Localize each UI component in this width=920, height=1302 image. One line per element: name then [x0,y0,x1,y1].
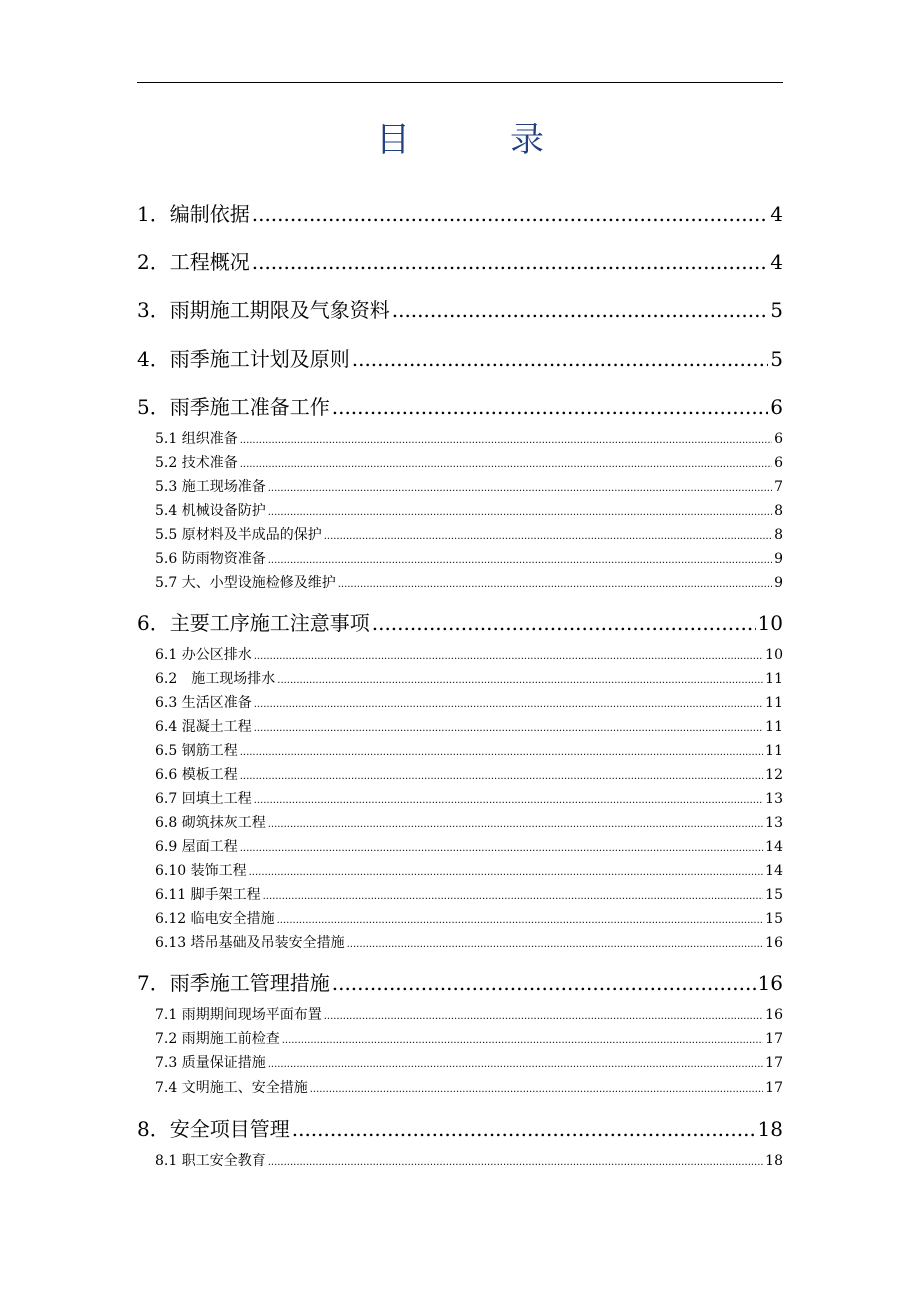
toc-entry-label: 6.5 钢筋工程 [155,743,238,759]
toc-entry-label: 6．主要工序施工注意事项 [137,611,370,635]
toc-page-number: 13 [765,815,783,831]
toc-page-number: 10 [765,647,783,663]
toc-entry-label: 6.2 施工现场排水 [155,671,276,687]
toc-entry-label: 5.5 原材料及半成品的保护 [155,527,322,543]
toc-section-entry[interactable] [155,764,783,784]
toc-section-entry[interactable] [155,1052,783,1072]
toc-entry-label: 1．编制依据 [137,202,250,226]
toc-section-entry[interactable] [155,716,783,736]
toc-section-entry[interactable] [155,908,783,928]
toc-page-number: 13 [765,791,783,807]
toc-chapter-entry[interactable] [137,607,783,636]
toc-entry-label: 5.2 技术准备 [155,455,238,471]
toc-entry-label: 8.1 职工安全教育 [155,1153,266,1169]
toc-page-number: 11 [765,743,783,759]
toc-section-entry[interactable] [155,452,783,472]
toc-leader-dots [240,747,763,758]
toc-page-number: 11 [765,695,783,711]
toc-page-number: 10 [757,611,783,635]
toc-entry-label: 5.1 组织准备 [155,431,238,447]
toc-entry-label: 6.6 模板工程 [155,767,238,783]
toc-section-entry[interactable] [155,788,783,808]
toc-leader-dots [277,915,764,926]
toc-page-number: 11 [765,671,783,687]
toc-entry-label: 5.7 大、小型设施检修及维护 [155,575,336,591]
toc-leader-dots [240,771,763,782]
toc-leader-dots [240,435,772,446]
toc-section-entry[interactable] [155,572,783,592]
toc-entry-label: 5．雨季施工准备工作 [137,395,330,419]
toc-entry-label: 7.2 雨期施工前检查 [155,1031,280,1047]
toc-page-number: 15 [765,887,783,903]
toc-section-entry[interactable] [155,428,783,448]
toc-leader-dots [263,891,764,902]
toc-leader-dots [254,651,763,662]
toc-page-number: 9 [774,575,783,591]
toc-chapter-entry[interactable] [137,246,783,275]
toc-page-number: 18 [757,1117,783,1141]
toc-entry-label: 4．雨季施工计划及原则 [137,347,350,371]
toc-section-entry[interactable] [155,1150,783,1170]
toc-leader-dots [392,298,769,322]
toc-entry-label: 6.12 临电安全措施 [155,911,275,927]
page-title [137,112,783,161]
toc-leader-dots [324,1011,763,1022]
title-char-2: 录 [510,120,544,160]
toc-section-entry[interactable] [155,548,783,568]
toc-leader-dots [268,483,772,494]
toc-entry-label: 2．工程概况 [137,250,250,274]
toc-page-number: 14 [765,863,783,879]
toc-leader-dots [268,1157,763,1168]
toc-page-number: 16 [765,935,783,951]
toc-leader-dots [252,250,769,274]
toc-section-entry[interactable] [155,740,783,760]
toc-page-number: 4 [770,202,783,226]
toc-page-number: 12 [765,767,783,783]
toc-chapter-entry[interactable] [137,343,783,372]
toc-section-entry[interactable] [155,692,783,712]
toc-leader-dots [332,395,769,419]
toc-chapter-entry[interactable] [137,294,783,323]
toc-leader-dots [252,202,769,226]
toc-entry-label: 5.6 防雨物资准备 [155,551,266,567]
toc-entry-label: 6.4 混凝土工程 [155,719,252,735]
toc-chapter-entry[interactable] [137,391,783,420]
toc-leader-dots [240,843,763,854]
toc-entry-label: 7.4 文明施工、安全措施 [155,1080,308,1096]
toc-chapter-entry[interactable] [137,967,783,996]
toc-section-entry[interactable] [155,524,783,544]
toc-entry-label: 5.4 机械设备防护 [155,503,266,519]
toc-chapter-entry[interactable] [137,198,783,227]
toc-page-number: 6 [770,395,783,419]
toc-page-number: 17 [765,1031,783,1047]
toc-section-entry[interactable] [155,668,783,688]
toc-entry-label: 6.1 办公区排水 [155,647,252,663]
toc-page-number: 15 [765,911,783,927]
toc-section-entry[interactable] [155,1004,783,1024]
header-rule [137,82,783,83]
toc-page-number: 6 [774,455,783,471]
toc-page-number: 5 [770,347,783,371]
title-char-1: 目 [376,120,410,160]
toc-entry-label: 6.10 装饰工程 [155,863,247,879]
toc-leader-dots [338,579,772,590]
toc-entry-label: 7.1 雨期期间现场平面布置 [155,1007,322,1023]
toc-leader-dots [254,795,763,806]
toc-section-entry[interactable] [155,1028,783,1048]
toc-leader-dots [249,867,764,878]
toc-page-number: 17 [765,1080,783,1096]
toc-section-entry[interactable] [155,884,783,904]
toc-entry-label: 6.11 脚手架工程 [155,887,261,903]
toc-section-entry[interactable] [155,476,783,496]
toc-leader-dots [292,1117,756,1141]
toc-chapter-entry[interactable] [137,1113,783,1142]
toc-entry-label: 6.9 屋面工程 [155,839,238,855]
toc-section-entry[interactable] [155,932,783,952]
toc-entry-label: 6.3 生活区准备 [155,695,252,711]
toc-leader-dots [268,819,763,830]
toc-page-number: 11 [765,719,783,735]
toc-page-number: 4 [770,250,783,274]
toc-page-number: 8 [774,503,783,519]
toc-leader-dots [310,1084,763,1095]
toc-page-number: 8 [774,527,783,543]
toc-section-entry[interactable] [155,812,783,832]
toc-section-entry[interactable] [155,500,783,520]
toc-leader-dots [372,611,756,635]
toc-leader-dots [282,1035,763,1046]
toc-page-number: 6 [774,431,783,447]
toc-leader-dots [254,723,763,734]
toc-page-number: 16 [757,971,783,995]
toc-entry-label: 6.13 塔吊基础及吊装安全措施 [155,935,345,951]
toc-leader-dots [254,699,763,710]
toc-entry-label: 7．雨季施工管理措施 [137,971,330,995]
toc-page-number: 9 [774,551,783,567]
toc-leader-dots [347,939,764,950]
toc-section-entry[interactable] [155,644,783,664]
toc-page-number: 16 [765,1007,783,1023]
toc-leader-dots [268,507,772,518]
toc-section-entry[interactable] [155,1077,783,1097]
toc-leader-dots [240,459,772,470]
toc-page-number: 18 [765,1153,783,1169]
toc-entry-label: 6.8 砌筑抹灰工程 [155,815,266,831]
toc-page-number: 14 [765,839,783,855]
toc-leader-dots [332,971,756,995]
toc-page-number: 7 [774,479,783,495]
toc-entry-label: 7.3 质量保证措施 [155,1055,266,1071]
toc-leader-dots [352,347,769,371]
toc-page-number: 5 [770,298,783,322]
toc-entry-label: 5.3 施工现场准备 [155,479,266,495]
toc-section-entry[interactable] [155,836,783,856]
toc-leader-dots [277,675,763,686]
toc-leader-dots [268,555,772,566]
toc-leader-dots [324,531,772,542]
toc-leader-dots [268,1059,763,1070]
toc-section-entry[interactable] [155,860,783,880]
toc-entry-label: 6.7 回填土工程 [155,791,252,807]
toc-entry-label: 8．安全项目管理 [137,1117,290,1141]
toc-page-number: 17 [765,1055,783,1071]
toc-entry-label: 3．雨期施工期限及气象资料 [137,298,390,322]
